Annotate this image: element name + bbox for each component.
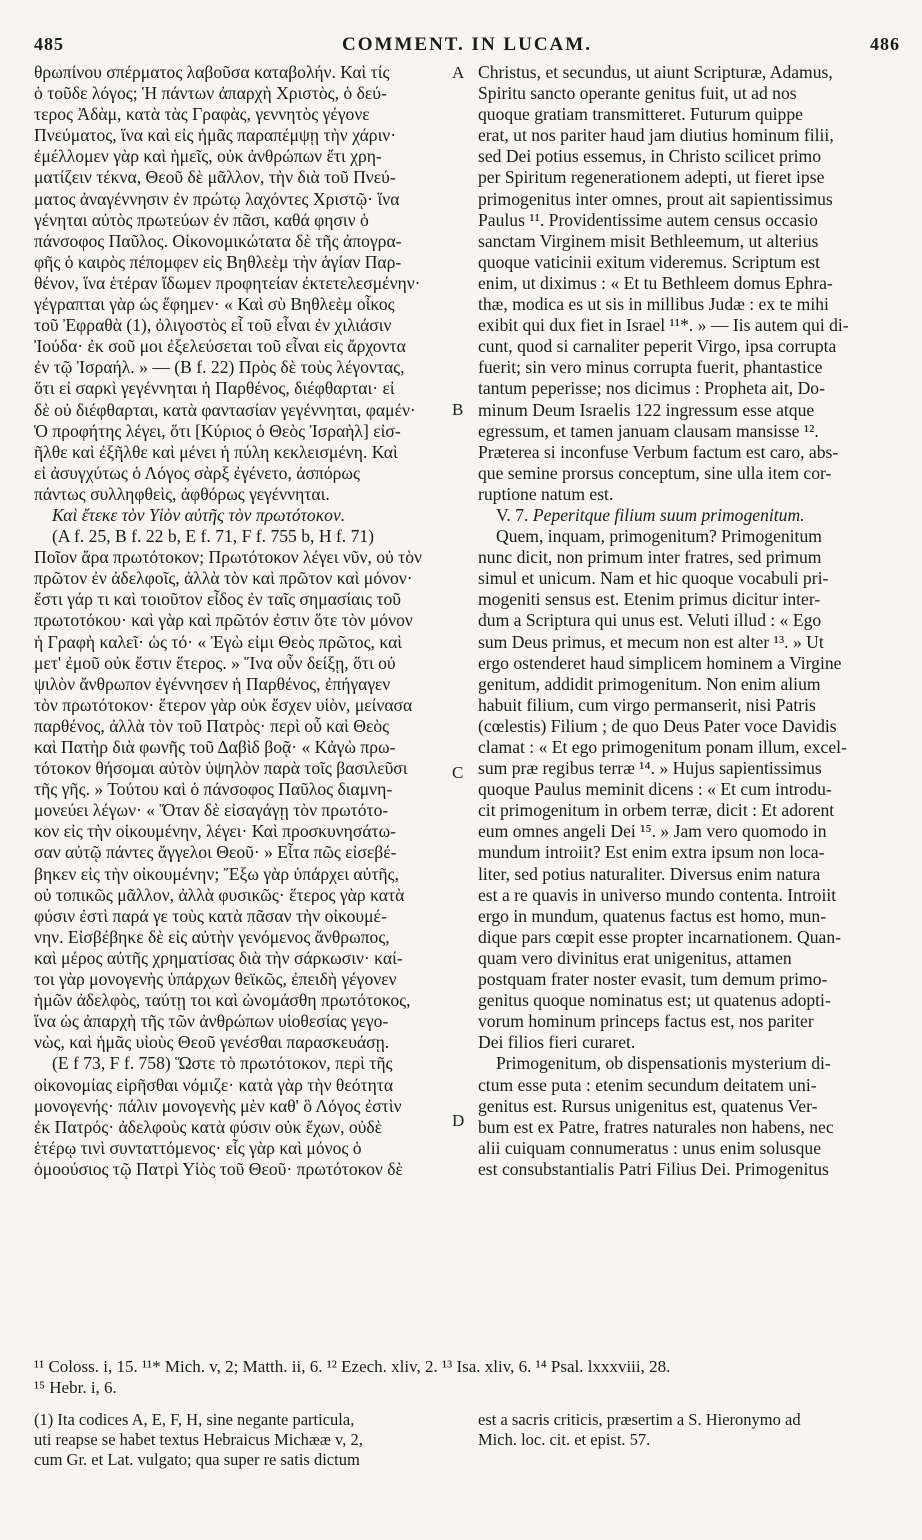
footnote-right bbox=[478, 1410, 902, 1450]
text-line: οὐ τοπικῶς μᾶλλον, ἀλλὰ φυσικῶς· ἕτερος γὰρ κατὰ bbox=[34, 884, 405, 905]
text-line: simul et unicum. Nam et hic quoque vocabuli pri- bbox=[478, 568, 829, 589]
text-line: Πνεύματος, ἵνα καὶ εἰς ἡμᾶς παραπέμψῃ τὴν χάριν· bbox=[34, 125, 397, 146]
latin-column bbox=[478, 62, 902, 1180]
text-line: enim, ut diximus : « Et tu Bethleem domus Ephra- bbox=[478, 272, 833, 293]
text-line: μονογενής· πάλιν μονογενὴς μὲν καθ' ὃ Λόγος ἐστὶν bbox=[34, 1095, 402, 1116]
text-line: φῆς ὁ καιρὸς πέπομφεν εἰς Βηθλεὲμ τὴν ἁγίαν Παρ- bbox=[34, 251, 402, 272]
scripture-references bbox=[34, 1356, 900, 1398]
text-line: πρῶτον ἐν ἀδελφοῖς, ἀλλὰ τὸν καὶ πρῶτον καὶ μόνον· bbox=[34, 568, 413, 589]
running-title: COMMENT. IN LUCAM. bbox=[342, 34, 592, 55]
text-line: δὲ οὐ διέφθαρται, κατὰ φαντασίαν γεγέννηται, φαμέν· bbox=[34, 399, 416, 420]
greek-column bbox=[34, 62, 447, 1180]
footnote-left-line-1: (1) Ita codices A, E, F, H, sine negante particula, bbox=[34, 1410, 355, 1429]
text-line: Paulus ¹¹. Providentissime autem census occasio bbox=[478, 209, 818, 230]
text-line: dique pars cœpit esse propter incarnationem. Quan- bbox=[478, 926, 841, 947]
text-line: Christus, et secundus, ut aiunt Scripturæ, Adamus, bbox=[478, 62, 833, 82]
references-line-1: ¹¹ Coloss. i, 15. ¹¹* Mich. v, 2; Matth. ii, 6. ¹² Ezech. xliv, 2. ¹³ Isa. xliv, 6. ¹⁴ Psal. lxxxviii, 28. bbox=[34, 1357, 671, 1376]
text-line: θένον, ἵνα ἑτέραν ἴδωμεν προφητείαν ἐκτετελεσμένην· bbox=[34, 272, 421, 293]
text-line: τῆς γῆς. » Τούτου καὶ ὁ πάνσοφος Παῦλος διαμνη- bbox=[34, 779, 393, 800]
text-line: τότοκον θήσομαι αὐτὸν ὑψηλὸν παρὰ τοῖς βασιλεῦσι bbox=[34, 758, 408, 779]
text-line: per Spiritum regenerationem adepti, ut fieret ipse bbox=[478, 167, 825, 188]
text-line: Ποῖον ἄρα πρωτότοκον; Πρωτότοκον λέγει νῦν, οὐ τὸν bbox=[34, 547, 422, 568]
text-line: est consubstantialis Patri Filius Dei. Primogenitus bbox=[478, 1158, 829, 1179]
text-line: dum a Scriptura qui unus est. Veluti illud : « Ego bbox=[478, 610, 822, 631]
greek-paragraph-3 bbox=[34, 1053, 447, 1180]
text-line: ἐμέλλομεν γὰρ καὶ ἡμεῖς, οὐκ ἀνθρώπων ἔτι χρη- bbox=[34, 146, 382, 167]
text-line: tantum peperisse; nos dicimus : Propheta ait, Do- bbox=[478, 378, 825, 399]
text-line: est a re quavis in universo mundo contenta. Introiit bbox=[478, 884, 837, 905]
page-number-right: 486 bbox=[869, 34, 900, 54]
page-number-left: 485 bbox=[34, 34, 64, 54]
text-line: ὁ τοῦδε λόγος; Ἡ πάντων ἀπαρχὴ Χριστὸς, ὁ δεύ- bbox=[34, 83, 387, 104]
text-line: Primogenitum, ob dispensationis mysterium di- bbox=[496, 1053, 831, 1074]
text-line: thæ, modica es ut sis in millibus Judæ : ex te mihi bbox=[478, 294, 829, 315]
text-line: ῆλθε καὶ ἐξῆλθε καὶ μένει ἡ πύλη κεκλεισμένη. Καὶ bbox=[34, 441, 398, 462]
latin-verse-heading bbox=[478, 505, 902, 526]
text-line: τοι γὰρ μονογενὴς ὑπάρχων θεϊκῶς, ἐπειδὴ γέγονεν bbox=[34, 969, 397, 990]
text-line: ἵνα ὡς ἀπαρχὴ τῆς τῶν ἀνθρώπων υἱοθεσίας γεγο- bbox=[34, 1011, 389, 1032]
footnote-right-line-2: Mich. loc. cit. et epist. 57. bbox=[478, 1430, 651, 1449]
text-line: νην. Εἰσβέβηκε δὲ εἰς αὐτὴν γενόμενος ἄνθρωπος, bbox=[34, 926, 390, 947]
latin-paragraph-1 bbox=[478, 62, 902, 505]
text-line: cit primogenitum in orbem terræ, dicit : Et adorent bbox=[478, 800, 835, 821]
footnote-left-line-3: cum Gr. et Lat. vulgato; qua super re satis dictum bbox=[34, 1450, 360, 1469]
footnote-left bbox=[34, 1410, 454, 1470]
text-line: mogeniti sensus est. Etenim primus dicitur inter- bbox=[478, 589, 821, 610]
text-line: κον εἰς τὴν οἰκουμένην, λέγει· Καὶ προσκυνησάτω- bbox=[34, 821, 397, 842]
text-line: καὶ Πατὴρ διὰ φωνῆς τοῦ Δαβὶδ βοᾷ· « Κἀγὼ πρω- bbox=[34, 737, 396, 757]
text-line: γένηται αὐτὸς πρωτεύων ἐν πᾶσι, καθά φησιν ὁ bbox=[34, 209, 369, 230]
text-line: quam vero divinitus erat unigenitus, attamen bbox=[478, 947, 792, 968]
text-line: ματος ἀναγέννησιν ἐν πρώτῳ λαχόντες Χριστῷ· ἵνα bbox=[34, 188, 400, 209]
text-line: que semine prorsus conceptum, sine ulla item cor- bbox=[478, 462, 832, 483]
latin-verse-number: V. 7. bbox=[496, 504, 529, 525]
text-line: minum Deum Israelis 122 ingressum esse atque bbox=[478, 399, 815, 420]
text-line: postquam frater noster evasit, tum demum primo- bbox=[478, 969, 828, 990]
text-line: Ἰούδα· ἐκ σοῦ μοι ἐξελεύσεται τοῦ εἶναι εἰς ἄρχοντα bbox=[34, 336, 406, 357]
text-line: Præterea si inconfuse Verbum factum est caro, abs- bbox=[478, 441, 839, 462]
text-line: βηκεν εἰς τὴν οἰκουμένην; Ἔξω γὰρ ὑπάρχει αὐτῆς, bbox=[34, 863, 399, 884]
text-line: τοῦ Ἐφραθὰ (1), ὀλιγοστὸς εἶ τοῦ εἶναι ἐν χιλιάσιν bbox=[34, 315, 392, 336]
text-line: μετ' ἐμοῦ οὐκ ἔστιν ἕτερος. » Ἵνα οὖν δείξῃ, ὅτι οὐ bbox=[34, 652, 396, 673]
text-line: ergo ostenderet haud simplicem hominem a Virgine bbox=[478, 652, 842, 673]
text-line: εἰ ἀσυγχύτως ὁ Λόγος σὰρξ ἐγένετο, ἀσπόρως bbox=[34, 462, 360, 483]
text-line: Ὁ προφήτης λέγει, ὅτι [Κύριος ὁ Θεὸς Ἰσραὴλ] εἰσ- bbox=[34, 420, 401, 441]
text-line: quoque Paulus meminit dicens : « Et cum introdu- bbox=[478, 779, 832, 800]
text-line: ματίζειν τέκνα, Θεοῦ δὲ μᾶλλον, τὴν διὰ τοῦ Πνεύ- bbox=[34, 167, 396, 188]
text-line: θρωπίνου σπέρματος λαβοῦσα καταβολήν. Καὶ τίς bbox=[34, 62, 390, 82]
text-line: nunc dicit, non primum inter fratres, sed primum bbox=[478, 547, 822, 568]
text-line: mundum introiit? Est enim extra ipsum non loca- bbox=[478, 842, 825, 863]
text-line: sed Dei potius essemus, in Christo scilicet primo bbox=[478, 146, 822, 167]
text-line: ruptione natum est. bbox=[478, 483, 614, 504]
text-line: ψιλὸν ἄνθρωπον ἐγέννησεν ἡ Παρθένος, ἐπήγαγεν bbox=[34, 673, 391, 694]
text-line: γέγραπται γὰρ ὡς ἔφημεν· « Καὶ σὺ Βηθλεὲμ οἶκος bbox=[34, 294, 395, 315]
text-line: (E f 73, F f. 758) Ὥστε τὸ πρωτότοκον, περὶ τῆς bbox=[52, 1053, 393, 1074]
text-line: τὸν πρωτότοκον· ἕτερον γὰρ οὐκ ἔσχεν υἱὸν, μείνασα bbox=[34, 694, 413, 715]
text-line: ἑτέρῳ τινὶ συνταττόμενος· εἷς γὰρ καὶ μόνος ὁ bbox=[34, 1137, 362, 1158]
text-line: ergo in mundum, quatenus factus est homo, mun- bbox=[478, 905, 827, 926]
text-line: sum præ regibus terræ ¹⁴. » Hujus sapientissimus bbox=[478, 758, 822, 779]
text-line: quoque gratiam transmitteret. Futurum quippe bbox=[478, 104, 803, 125]
margin-marker-d: D bbox=[452, 1111, 465, 1130]
text-line: ἡμῶν ἀδελφὸς, ταύτῃ τοι καὶ ὠνομάσθη πρωτότοκος, bbox=[34, 990, 411, 1011]
text-line: (A f. 25, B f. 22 b, E f. 71, F f. 755 b, H f. 71) bbox=[52, 526, 375, 547]
text-line: καὶ μέρος αὐτῆς χρηματίσας διὰ τὴν σάρκωσιν· καί- bbox=[34, 947, 403, 968]
text-line: ὁμοούσιος τῷ Πατρὶ Υἱὸς τοῦ Θεοῦ· πρωτότοκον δὲ bbox=[34, 1158, 403, 1179]
text-line: cunt, quod si carnaliter peperit Virgo, ipsa corrupta bbox=[478, 336, 837, 357]
text-line: σαν αὐτῷ πάντες ἄγγελοι Θεοῦ· » Εἶτα πῶς εἰσεβέ- bbox=[34, 842, 397, 863]
text-line: quoque vaticinii exitum videremus. Scriptum est bbox=[478, 251, 821, 272]
references-line-2: ¹⁵ Hebr. i, 6. bbox=[34, 1378, 117, 1397]
text-line: μονεύει λέγων· « Ὅταν δὲ εἰσαγάγῃ τὸν πρωτότο- bbox=[34, 800, 389, 821]
latin-paragraph-3 bbox=[478, 1053, 902, 1180]
text-line: πρωτοτόκου· καὶ γὰρ καὶ πρῶτόν ἐστιν ὅτε τὸν μόνον bbox=[34, 610, 413, 631]
text-line: genitum, addidit primogenitum. Non enim alium bbox=[478, 673, 821, 694]
text-line: bum est ex Patre, fratres naturales non habens, nec bbox=[478, 1116, 834, 1137]
footnote-right-line-1: est a sacris criticis, præsertim a S. Hieronymo ad bbox=[478, 1410, 801, 1429]
page-header bbox=[34, 34, 900, 62]
text-line: Quem, inquam, primogenitum? Primogenitum bbox=[496, 526, 822, 547]
text-line: ἐν τῷ Ἰσραήλ. » — (B f. 22) Πρὸς δὲ τοὺς λέγοντας, bbox=[34, 357, 405, 378]
text-line: genitus quoque nominatus est; ut quatenus adopti- bbox=[478, 990, 831, 1011]
text-line: ἡ Γραφὴ καλεῖ· ὡς τό· « Ἐγὼ εἰμι Θεὸς πρῶτος, καὶ bbox=[34, 631, 403, 652]
text-line: alii cuiquam connumeratus : unus enim solusque bbox=[478, 1137, 822, 1158]
text-line: clamat : « Et ego primogenitum ponam illum, excel- bbox=[478, 737, 847, 757]
text-line: παρθένος, ἀλλὰ τὸν τοῦ Πατρὸς· περὶ οὗ καὶ Θεὸς bbox=[34, 715, 390, 736]
text-line: vorum hominum princeps factus est, nos pariter bbox=[478, 1011, 814, 1032]
text-line: Spiritu sancto operante genitus fuit, ut ad nos bbox=[478, 83, 797, 104]
margin-marker-a: A bbox=[452, 63, 465, 82]
text-line: erat, ut nos pariter haud jam diutius hominum filii, bbox=[478, 125, 834, 146]
text-line: φύσιν ἐστὶ παρά γε τοὺς κατὰ πᾶσαν τὴν οἰκουμέ- bbox=[34, 905, 387, 926]
text-line: sum Deus primus, et mecum non est alter ¹³. » Ut bbox=[478, 631, 824, 652]
latin-verse-text: Peperitque filium suum primogenitum. bbox=[532, 504, 805, 525]
text-line: fuerit; sin vero minus corrupta fuerit, phantastice bbox=[478, 357, 823, 378]
text-line: πάντως συλληφθεὶς, ἀφθόρως γεγέννηται. bbox=[34, 483, 330, 504]
text-line: τερος Ἀδὰμ, κατὰ τὰς Γραφὰς, γεννητὸς γέγονε bbox=[34, 104, 370, 125]
text-line: liter, sed potius naturaliter. Diversus enim natura bbox=[478, 863, 821, 884]
greek-verse-heading: Καὶ ἔτεκε τὸν Υἱὸν αὐτῆς τὸν πρωτότοκον. bbox=[52, 504, 346, 525]
latin-paragraph-2 bbox=[478, 526, 902, 1053]
text-line: οἰκονομίας εἰρῆσθαι νόμιζε· κατὰ γὰρ τὴν θεότητα bbox=[34, 1074, 394, 1095]
text-line: primogenitus inter omnes, prout ait sapientissimus bbox=[478, 188, 833, 209]
text-line: νὼς, καὶ ἡμᾶς υἱοὺς Θεοῦ γενέσθαι παρασκευάσῃ. bbox=[34, 1032, 390, 1053]
margin-marker-b: B bbox=[452, 400, 464, 419]
greek-paragraph-2 bbox=[34, 526, 447, 1053]
margin-marker-c: C bbox=[452, 763, 464, 782]
text-line: exibit qui dux fiet in Israel ¹¹*. » — Iis autem qui di- bbox=[478, 315, 849, 336]
text-line: Dei filios fieri curaret. bbox=[478, 1032, 636, 1053]
text-line: genitus est. Rursus unigenitus est, quatenus Ver- bbox=[478, 1095, 818, 1116]
footnote-left-line-2: uti reapse se habet textus Hebraicus Michææ v, 2, bbox=[34, 1430, 363, 1449]
text-line: πάνσοφος Παῦλος. Οἰκονομικώτατα δὲ τῆς ἀπογρα- bbox=[34, 230, 402, 251]
text-line: habuit filium, cum virgo permanserit, nisi Patris bbox=[478, 694, 816, 715]
text-line: egressum, et tamen januam clausam mansisse ¹². bbox=[478, 420, 819, 441]
text-line: sanctam Virginem misit Bethleemum, ut alterius bbox=[478, 230, 819, 251]
text-line: ἔστι γάρ τι καὶ τοιοῦτον εἶδος ἐν ταῖς σημασίαις τοῦ bbox=[34, 589, 401, 610]
text-line: eum omnes angeli Dei ¹⁵. » Jam vero quomodo in bbox=[478, 821, 827, 842]
text-line: ctum esse puta : etenim secundum deitatem uni- bbox=[478, 1074, 817, 1095]
text-line: (cœlestis) Filium ; de quo Deus Pater voce Davidis bbox=[478, 715, 837, 736]
text-line: ὅτι εἰ σαρκὶ γεγέννηται ἡ Παρθένος, διέφθαρται· εἰ bbox=[34, 378, 395, 399]
text-line: ἐκ Πατρός· ἀδελφοὺς κατὰ φύσιν οὐκ ἔχων, οὐδὲ bbox=[34, 1116, 383, 1137]
greek-paragraph-1 bbox=[34, 62, 447, 505]
